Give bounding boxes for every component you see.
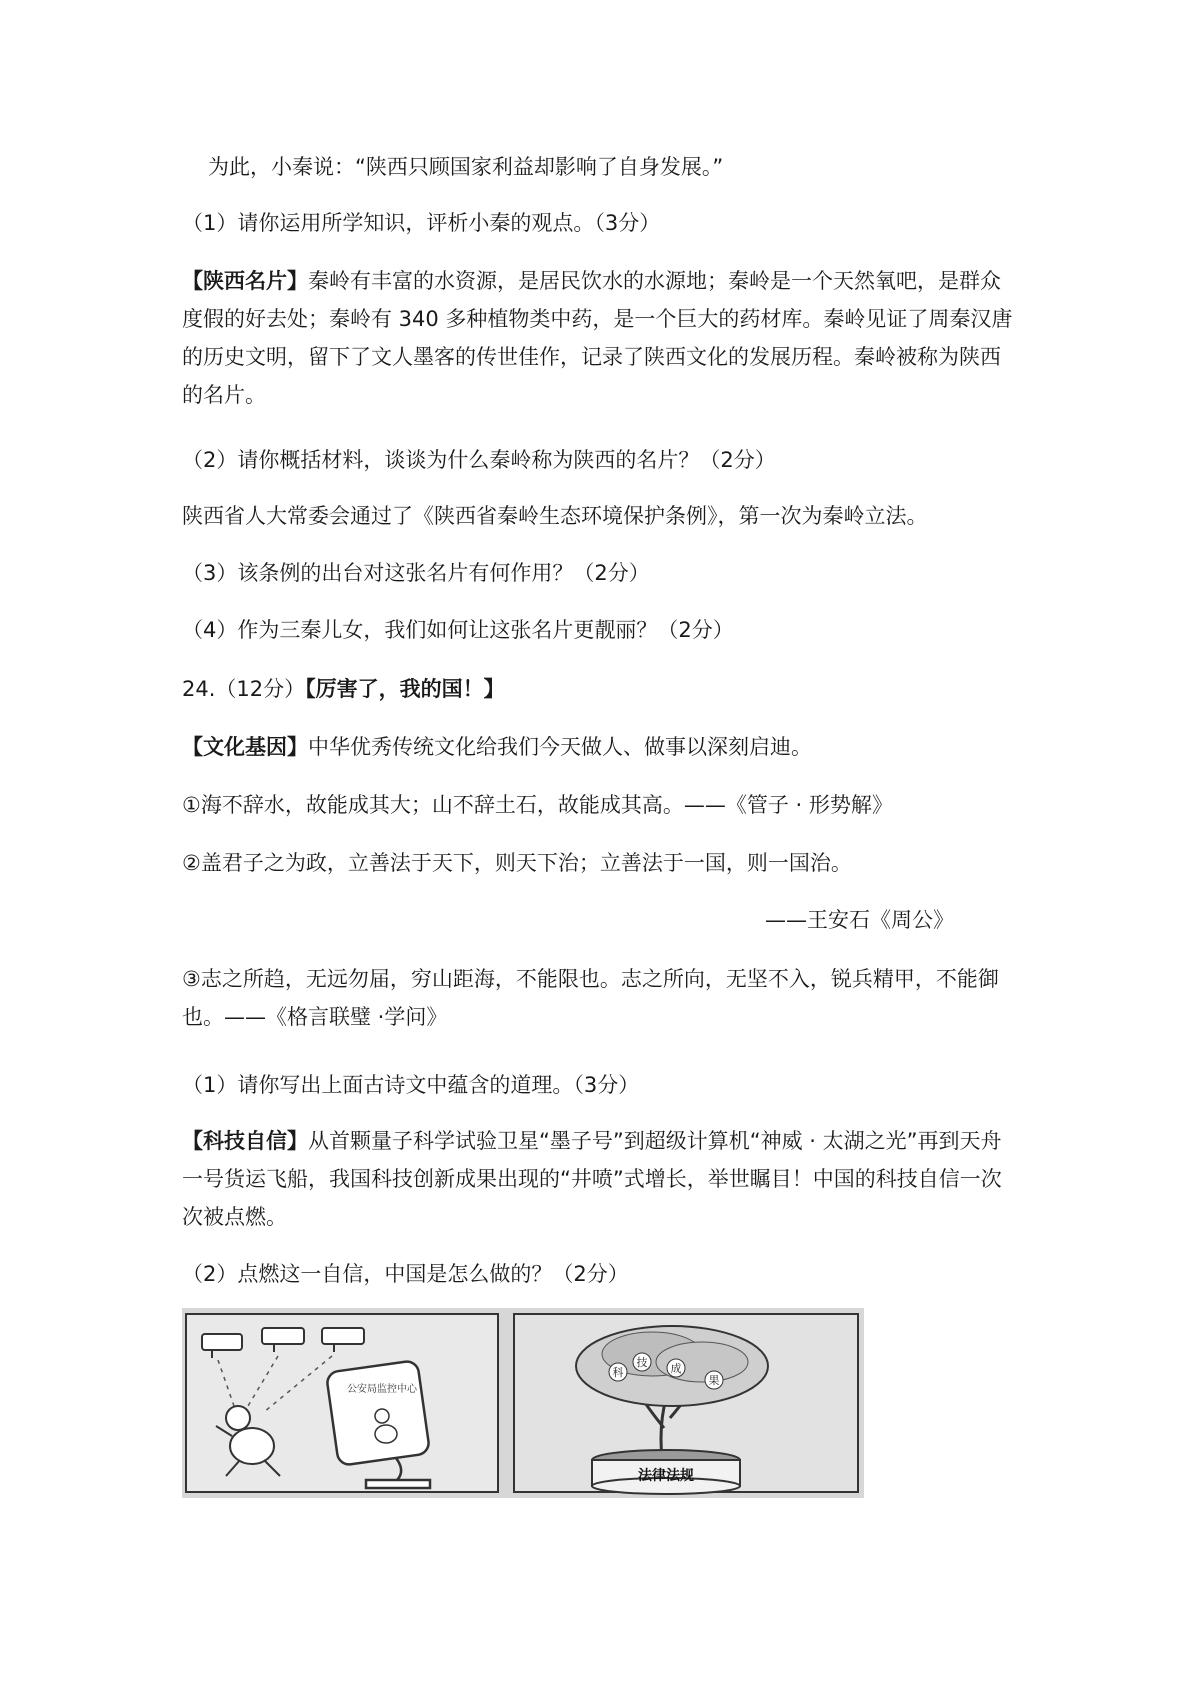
law-text: 陕西省人大常委会通过了《陕西省秦岭生态环境保护条例》，第一次为秦岭立法。 xyxy=(182,504,928,528)
monitor-label: 公安局监控中心 xyxy=(347,1384,417,1395)
quote-3: ③志之所趋，无远勿届，穷山距海，不能限也。志之所向，无坚不入，锐兵精甲，不能御也。——《格言联璧 ·学问》 xyxy=(182,967,999,1029)
fruit-label-4: 果 xyxy=(708,1374,720,1387)
question-24-2: （2）点燃这一自信，中国是怎么做的？（2分） xyxy=(182,1262,629,1286)
culture-text: 中华优秀传统文化给我们今天做人、做事以深刻启迪。 xyxy=(308,735,812,759)
question-1: （1）请你运用所学知识，评析小秦的观点。（3分） xyxy=(182,211,661,235)
cartoon-svg xyxy=(182,1308,864,1498)
question-24-header xyxy=(182,672,1042,706)
question-24-number: 24.（12分） xyxy=(182,677,306,701)
shaanxi-card-text: 秦岭有丰富的水资源，是居民饮水的水源地；秦岭是一个天然氧吧，是群众度假的好去处；秦岭有 340 多种植物类中药，是一个巨大的药材库。秦岭见证了周秦汉唐的历史文明，留下了文人墨客的传世佳作，记录了陕西文化的发展历程。秦岭被称为陕西的名片。 xyxy=(182,269,1013,407)
culture-line xyxy=(182,730,1042,764)
cartoon-figure xyxy=(182,1308,864,1498)
culture-title: 【文化基因】 xyxy=(182,735,308,759)
shaanxi-card-paragraph xyxy=(182,262,1014,414)
quote-1: ①海不辞水，故能成其大；山不辞土石，故能成其高。——《管子 · 形势解》 xyxy=(182,793,893,817)
text-line-xiaoqin: 为此，小秦说：“陕西只顾国家利益却影响了自身发展。” xyxy=(208,155,724,179)
quote-2: ②盖君子之为政，立善法于天下，则天下治；立善法于一国，则一国治。 xyxy=(182,851,852,875)
tech-paragraph xyxy=(182,1122,1014,1236)
quote-2-source: ——王安石《周公》 xyxy=(765,908,954,932)
fruit-label-2: 技 xyxy=(636,1356,648,1369)
question-4: （4）作为三秦儿女，我们如何让这张名片更靓丽？（2分） xyxy=(182,618,734,642)
fruit-label-1: 科 xyxy=(612,1366,624,1379)
fence-label: 法律法规 xyxy=(638,1468,694,1484)
question-2: （2）请你概括材料，谈谈为什么秦岭称为陕西的名片？（2分） xyxy=(182,448,776,472)
question-3: （3）该条例的出台对这张名片有何作用？（2分） xyxy=(182,561,650,585)
question-24-1: （1）请你写出上面古诗文中蕴含的道理。（3分） xyxy=(182,1073,640,1097)
shaanxi-card-title: 【陕西名片】 xyxy=(182,269,308,293)
tech-text: 从首颗量子科学试验卫星“墨子号”到超级计算机“神威 · 太湖之光”再到天舟一号货运飞船，我国科技创新成果出现的“井喷”式增长，举世瞩目！中国的科技自信一次次被点燃。 xyxy=(182,1129,1002,1229)
question-24-title: 【厉害了，我的国！】 xyxy=(305,677,505,701)
tech-title: 【科技自信】 xyxy=(182,1129,308,1153)
fruit-label-3: 成 xyxy=(670,1362,682,1375)
